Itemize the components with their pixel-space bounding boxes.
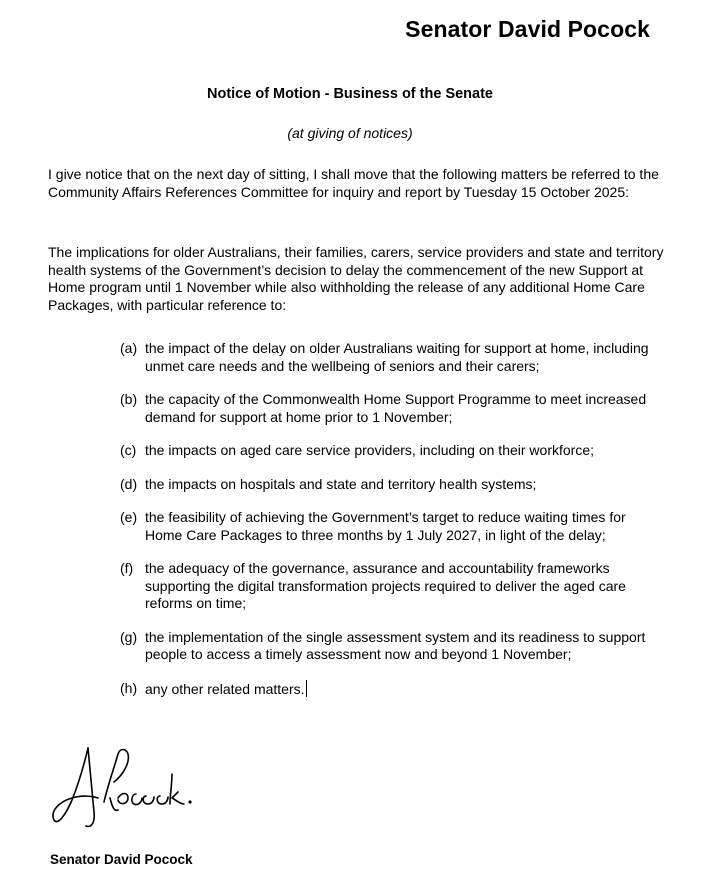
matters-list	[120, 340, 660, 714]
header-senator-name: Senator David Pocock	[405, 16, 650, 42]
list-item-label: (c)	[120, 442, 137, 458]
list-item-text: the feasibility of achieving the Government’s target to reduce waiting times for Home Care Packages to three months by 1 July 2027, in light of the delay;	[145, 509, 626, 543]
list-item-text: the implementation of the single assessment system and its readiness to support people to access a timely assessment now and beyond 1 November;	[145, 628, 646, 662]
handwritten-signature-icon	[48, 740, 198, 830]
list-item-label: (a)	[120, 340, 138, 356]
list-item-label: (b)	[120, 391, 138, 407]
list-item	[120, 476, 660, 494]
intro-paragraph: I give notice that on the next day of sitting, I shall move that the following matters be referred to the Community Affairs References Committee for inquiry and report by Tuesday 15 October 2025:	[48, 166, 659, 200]
list-item-label: (f)	[120, 560, 134, 576]
list-item-label: (h)	[120, 679, 138, 696]
list-item	[120, 340, 660, 375]
list-item	[120, 560, 660, 613]
list-item	[120, 509, 660, 544]
list-item-text: the capacity of the Commonwealth Home Support Programme to meet increased demand for support at home prior to 1 November;	[145, 391, 647, 425]
list-item-label: (d)	[120, 475, 138, 492]
list-item-label: (g)	[120, 628, 138, 645]
list-item	[120, 680, 660, 699]
list-item	[120, 629, 660, 664]
list-item-text: the impacts on hospitals and state and territory health systems;	[145, 475, 537, 492]
list-item	[120, 442, 660, 460]
text-cursor	[306, 680, 308, 697]
list-item-text-content: any other related matters.	[145, 680, 305, 697]
list-item-text	[145, 680, 660, 699]
implications-paragraph: The implications for older Australians, their families, carers, service providers and state and territory health systems of the Government’s decision to delay the commencement of the new Support at Home program until 1 November while also withholding the release of any additional Home Care Packages, with particular reference to:	[48, 244, 664, 313]
list-item	[120, 391, 660, 426]
list-item-label: (e)	[120, 509, 138, 525]
footer-senator-name: Senator David Pocock	[50, 852, 193, 867]
list-item-text: the impacts on aged care service providers, including on their workforce;	[145, 442, 594, 458]
page-subtitle: (at giving of notices)	[287, 125, 413, 141]
list-item-text: the adequacy of the governance, assurance and accountability frameworks supporting the digital transformation projects required to deliver the aged care reforms on time;	[145, 560, 626, 611]
page-title: Notice of Motion - Business of the Senate	[207, 86, 493, 102]
list-item-text: the impact of the delay on older Australians waiting for support at home, including unmet care needs and the wellbeing of seniors and their carers;	[145, 340, 649, 374]
